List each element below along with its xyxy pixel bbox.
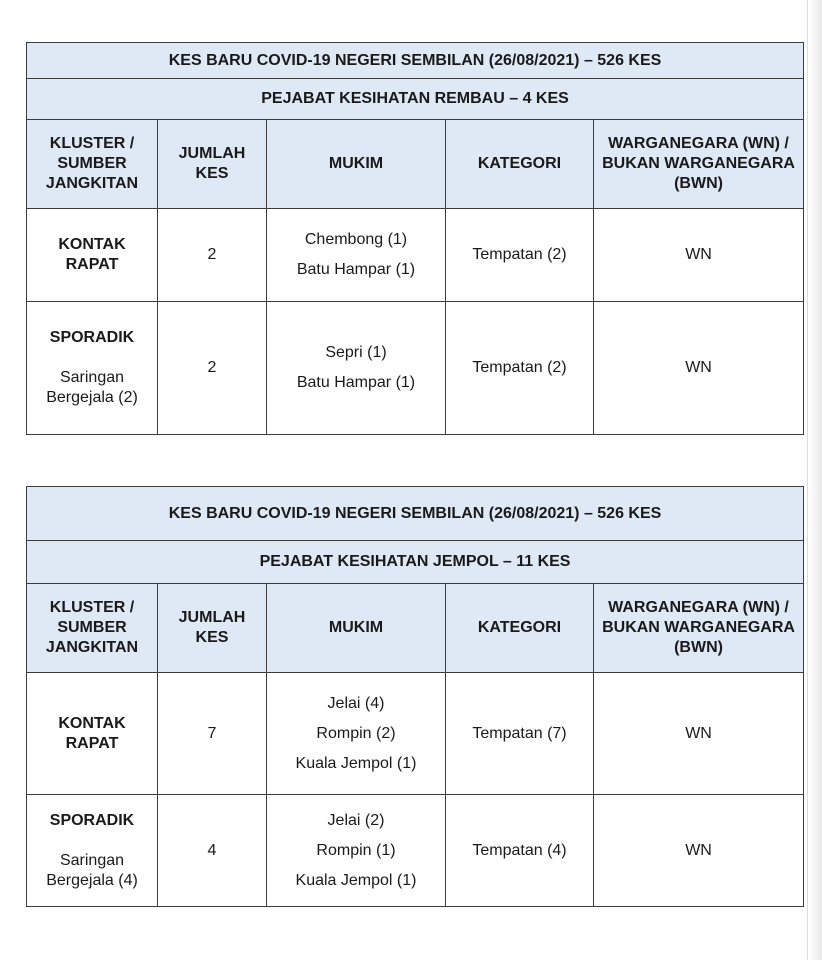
cluster-source-cell (27, 673, 158, 795)
header-category: KATEGORI (446, 120, 594, 209)
header-citizenship: WARGANEGARA (WN) / BUKAN WARGANEGARA (BWN) (594, 120, 804, 209)
category-cell: Tempatan (2) (446, 302, 594, 435)
mukim-cell (267, 302, 446, 435)
category-cell: Tempatan (2) (446, 209, 594, 302)
table-title: KES BARU COVID-19 NEGERI SEMBILAN (26/08/2021) – 526 KES (27, 487, 804, 541)
header-category: KATEGORI (446, 584, 594, 673)
mukim-item: Jelai (4) (327, 694, 385, 712)
header-cluster-source: KLUSTER / SUMBER JANGKITAN (27, 120, 158, 209)
table-row (27, 673, 804, 795)
header-mukim: MUKIM (267, 584, 446, 673)
cluster-source-detail: Saringan Bergejala (4) (46, 851, 138, 889)
category-cell: Tempatan (4) (446, 795, 594, 907)
header-case-count: JUMLAH KES (158, 584, 267, 673)
table-row (27, 302, 804, 435)
case-count-cell: 2 (158, 209, 267, 302)
health-office-title: PEJABAT KESIHATAN REMBAU – 4 KES (27, 79, 804, 120)
header-mukim: MUKIM (267, 120, 446, 209)
rembau-case-table (26, 42, 804, 435)
case-count-cell: 7 (158, 673, 267, 795)
mukim-item: Kuala Jempol (1) (295, 754, 417, 772)
mukim-cell (267, 673, 446, 795)
header-cluster-source: KLUSTER / SUMBER JANGKITAN (27, 584, 158, 673)
cluster-source-name: SPORADIK (49, 811, 135, 829)
citizenship-cell: WN (594, 209, 804, 302)
mukim-cell (267, 209, 446, 302)
mukim-item: Jelai (2) (327, 811, 385, 829)
cluster-source-name: KONTAK RAPAT (58, 236, 126, 273)
mukim-item: Chembong (1) (304, 231, 408, 248)
header-case-count: JUMLAH KES (158, 120, 267, 209)
case-count-cell: 2 (158, 302, 267, 435)
mukim-item: Rompin (2) (316, 724, 396, 742)
table-row (27, 209, 804, 302)
mukim-cell (267, 795, 446, 907)
mukim-item: Rompin (1) (316, 841, 396, 859)
cluster-source-cell (27, 795, 158, 907)
mukim-item: Sepri (1) (325, 344, 387, 361)
cluster-source-name: KONTAK RAPAT (58, 714, 126, 752)
header-citizenship: WARGANEGARA (WN) / BUKAN WARGANEGARA (BWN) (594, 584, 804, 673)
category-cell: Tempatan (7) (446, 673, 594, 795)
cluster-source-cell (27, 209, 158, 302)
jempol-case-table (26, 486, 804, 907)
citizenship-cell: WN (594, 795, 804, 907)
health-office-title: PEJABAT KESIHATAN JEMPOL – 11 KES (27, 541, 804, 584)
scrollbar-edge[interactable] (807, 0, 822, 960)
case-count-cell: 4 (158, 795, 267, 907)
cluster-source-name: SPORADIK (49, 329, 135, 346)
mukim-item: Kuala Jempol (1) (295, 871, 417, 889)
cluster-source-cell (27, 302, 158, 435)
table-title: KES BARU COVID-19 NEGERI SEMBILAN (26/08/2021) – 526 KES (27, 43, 804, 79)
mukim-item: Batu Hampar (1) (296, 374, 416, 391)
citizenship-cell: WN (594, 302, 804, 435)
table-row (27, 795, 804, 907)
mukim-item: Batu Hampar (1) (296, 261, 416, 278)
citizenship-cell: WN (594, 673, 804, 795)
cluster-source-detail: Saringan Bergejala (2) (46, 369, 138, 406)
